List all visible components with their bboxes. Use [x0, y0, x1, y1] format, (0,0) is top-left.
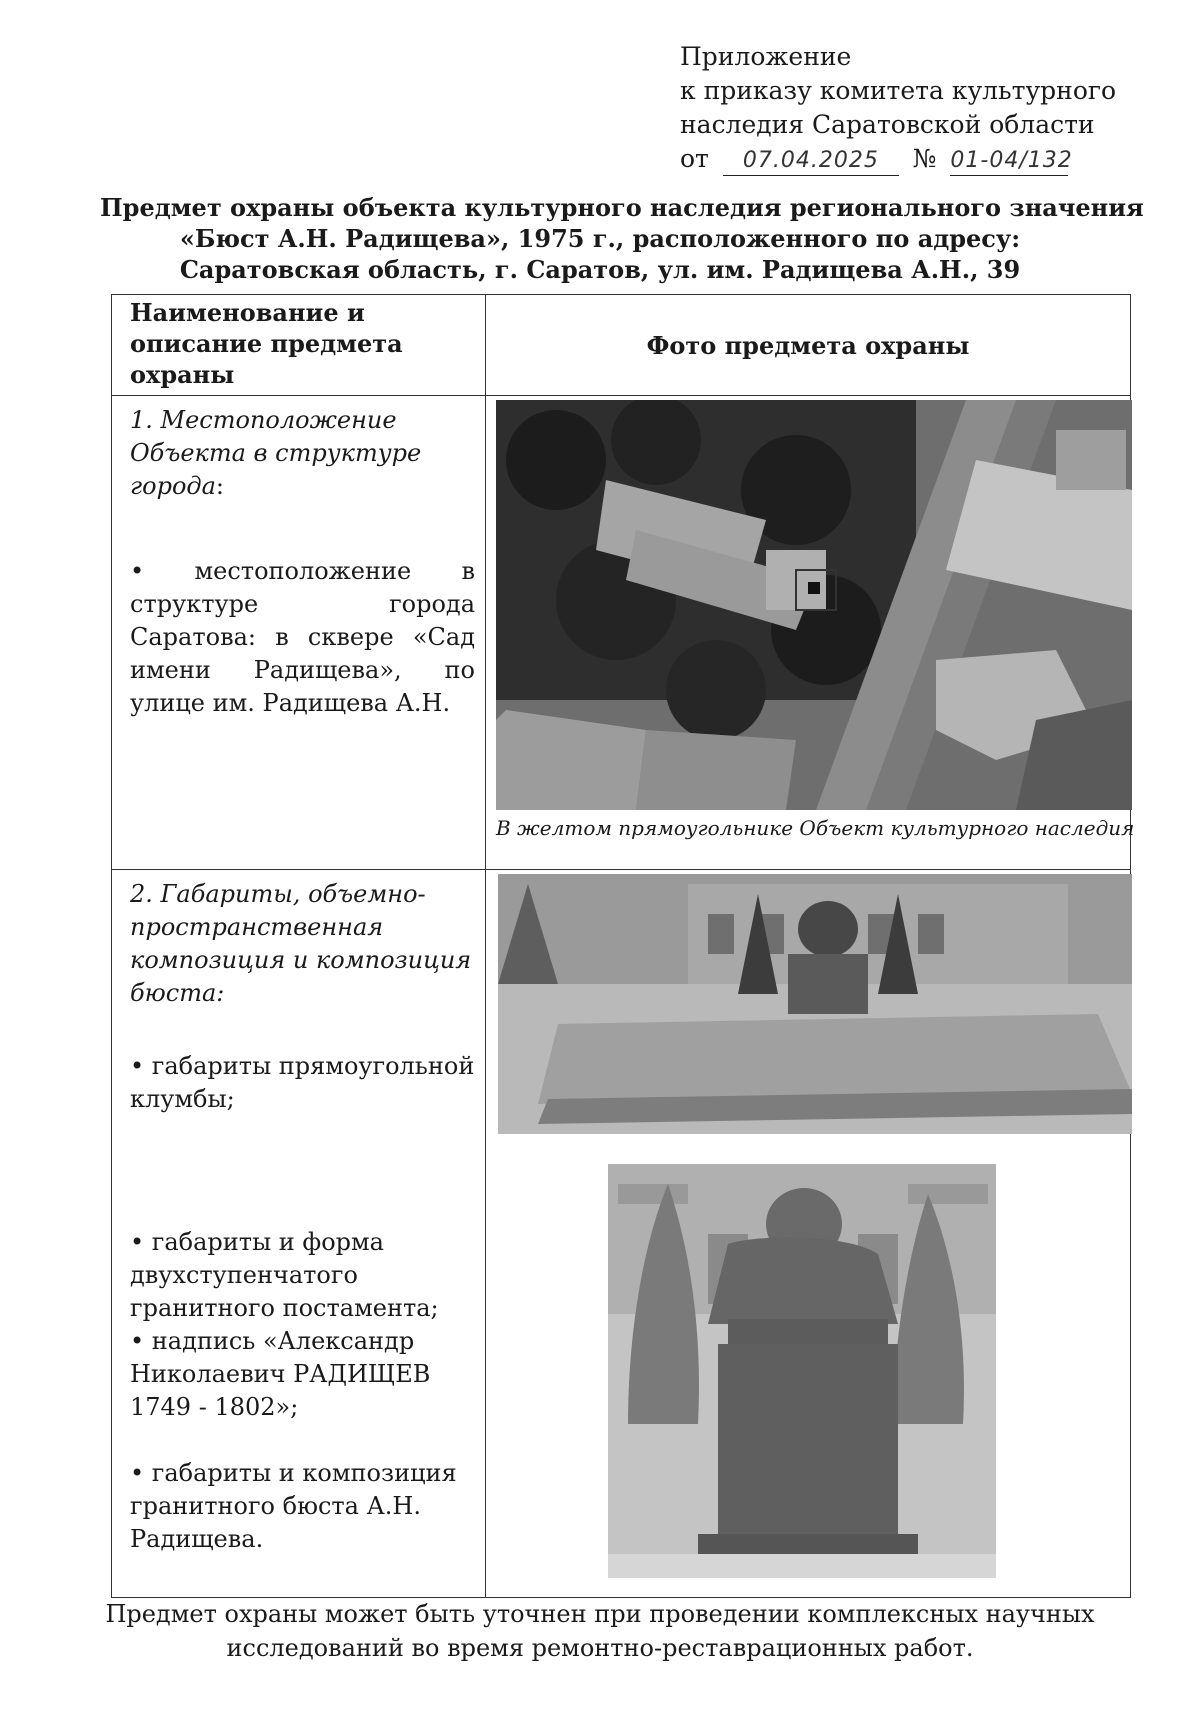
appendix-title: Приложение — [680, 42, 852, 71]
from-label: от — [680, 144, 709, 173]
aerial-map-photo — [496, 400, 1132, 810]
aerial-caption: В желтом прямоугольнике Объект культурного наследия — [496, 816, 1135, 840]
row2-bullet-4: • габариты и композиция гранитного бюста А.Н. Радищева. — [130, 1459, 457, 1553]
row2-bullet-1: • габариты прямоугольной клумбы; — [130, 1052, 475, 1113]
order-number: 01-04/132 — [950, 148, 1073, 173]
footer-line-1: Предмет охраны может быть уточнен при проведении комплексных научных — [105, 1600, 1095, 1628]
protection-table — [111, 294, 1135, 1598]
row1-photo-cell — [486, 396, 1135, 870]
row2-bullet-3: • надпись «Александр Николаевич РАДИЩЕВ 1749 - 1802»; — [130, 1327, 431, 1421]
appendix-line-order: к приказу комитета культурного — [680, 76, 1117, 105]
title-line-2: «Бюст А.Н. Радищева», 1975 г., расположенного по адресу: — [179, 224, 1021, 253]
appendix-line-committee: наследия Саратовской области — [680, 110, 1095, 139]
row1-heading: 1. Местоположение Объекта в структуре города: — [130, 406, 422, 500]
title-line-3: Саратовская область, г. Саратов, ул. им. Радищева А.Н., 39 — [179, 255, 1021, 284]
appendix-date-number — [680, 142, 1100, 176]
title-line-1: Предмет охраны объекта культурного наследия регионального значения — [100, 193, 1144, 222]
bust-closeup-photo — [608, 1164, 996, 1578]
row2-heading: 2. Габариты, объемно-пространственная композиция и композиция бюста: — [130, 880, 472, 1007]
order-date: 07.04.2025 — [742, 148, 879, 173]
row2-description — [112, 870, 486, 1598]
row1-description — [112, 396, 486, 870]
row2-bullet-2: • габариты и форма двухступенчатого гранитного постамента; — [130, 1228, 439, 1322]
table-row — [112, 870, 1131, 1598]
header-photo: Фото предмета охраны — [486, 295, 1131, 396]
bust-square-photo — [498, 874, 1132, 1134]
table-row — [112, 396, 1131, 870]
row1-bullet: • местоположение в структуре города Саратова: в сквере «Сад имени Радищева», по улице им. Радищева А.Н. — [130, 557, 475, 717]
header-description: Наименование и описание предмета охраны — [112, 295, 486, 396]
footer-note — [100, 1597, 1100, 1665]
footer-line-2: исследований во время ремонтно-реставрационных работ. — [226, 1634, 974, 1662]
appendix-header — [680, 40, 1117, 176]
table-header-row — [112, 295, 1131, 396]
document-title — [100, 192, 1144, 285]
number-label: № — [912, 144, 937, 173]
row2-photo-cell — [486, 870, 1131, 1598]
